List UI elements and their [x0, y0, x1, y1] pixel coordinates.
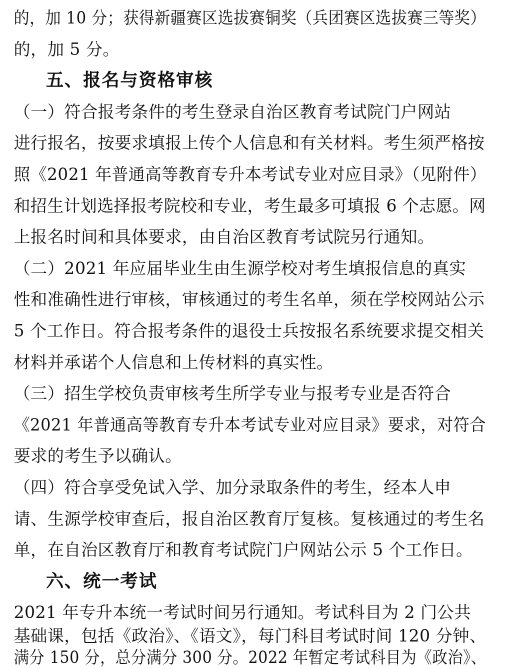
section-6-heading: 六、统一考试	[45, 571, 158, 592]
section-5-para-3-line-1: （三）招生学校负责审核考生所学专业与报考专业是否符合	[13, 384, 452, 404]
section-5-para-4-line-3: 单，在自治区教育厅和教育考试院门户网站公示 5 个工作日。	[13, 540, 473, 561]
section-5-heading: 五、报名与资格审核	[45, 70, 214, 91]
section-5-para-2-line-1: （二）2021 年应届毕业生由生源学校对考生填报信息的真实	[13, 259, 467, 279]
section-5-para-1-line-5: 上报名时间和具体要求，由自治区教育考试院另行通知。	[13, 227, 435, 248]
section-5-para-1-line-3: 照《2021 年普通高等教育专升本考试专业对应目录》（见附件）	[13, 165, 487, 185]
section-5-para-3-line-2: 《2021 年普通高等教育专升本考试专业对应目录》要求，对符合	[13, 415, 486, 436]
section-6-para-1-line-1: 2021 年专升本统一考试时间另行通知。考试科目为 2 门公共	[13, 603, 471, 624]
section-5-para-2-line-2: 性和准确性进行审核，审核通过的考生名单，须在学校网站公示	[13, 290, 485, 311]
section-5-para-4-line-1: （四）符合享受免试入学、加分录取条件的考生，经本人申	[13, 478, 452, 498]
section-6-para-1-line-3: 满分 150 分，总分满分 300 分。2022 年暂定考试科目为《政治》、	[13, 648, 487, 669]
section-5-para-1-line-4: 和招生计划选择报考院校和专业，考生最多可填报 6 个志愿。网	[13, 196, 486, 217]
section-5-para-4-line-2: 请、生源学校审查后，报自治区教育厅复核。复核通过的考生名	[13, 509, 485, 530]
section-5-para-2-line-4: 材料并承诺个人信息和上传材料的真实性。	[13, 353, 334, 373]
section-5-para-1-line-2: 进行报名，按要求填报上传个人信息和有关材料。考生须严格按	[13, 133, 485, 154]
section-5-para-1-line-1: （一）符合报考条件的考生登录自治区教育考试院门户网站	[13, 102, 452, 123]
continuation-line-2: 的，加 5 分。	[13, 40, 120, 60]
section-5-para-2-line-3: 5 个工作日。符合报考条件的退役士兵按报名系统要求提交相关	[13, 321, 485, 342]
continuation-line-1: 的，加 10 分；获得新疆赛区选拔赛铜奖（兵团赛区选拔赛三等奖）	[13, 8, 486, 29]
section-5-para-3-line-3: 要求的考生予以确认。	[13, 446, 182, 467]
section-6-para-1-line-2: 基础课，包括《政治》、《语文》，每门科目考试时间 120 分钟、	[13, 626, 487, 647]
